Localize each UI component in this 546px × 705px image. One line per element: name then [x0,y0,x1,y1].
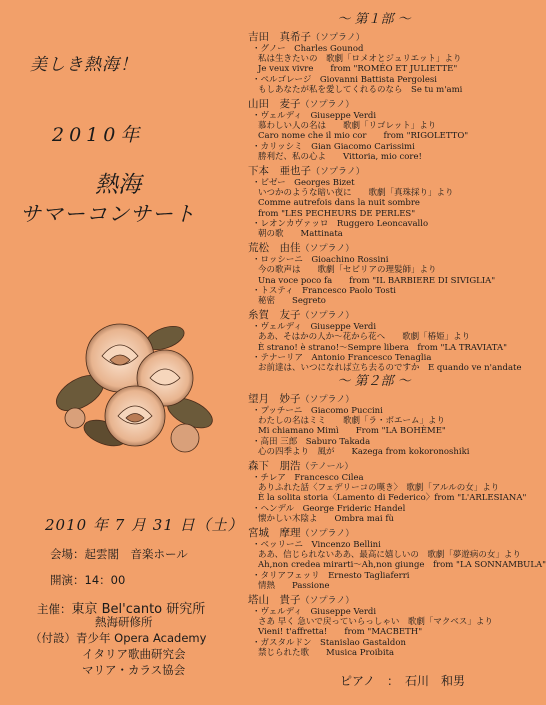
song-line: ああ、そはかの人か〜花から花へ 歌劇「椿姫」より [258,332,471,343]
song-line: Vieni! t'affretta! from "MACBETH" [258,627,423,638]
performer-block [248,460,527,524]
composer-line: ・ヴェルディ Giuseppe Verdi [252,607,377,618]
composer-line: ・トスティ Francesco Paolo Tosti [252,285,396,296]
composer-line: ・グノー Charles Gounod [252,44,364,54]
performer-heading [248,98,500,111]
performer-block [248,527,546,591]
organizer-name: 東京 Bel'canto 研究所 [71,602,206,617]
song-line: 勝利だ、私の心よ Vittoria, mio core! [258,151,422,162]
composer-line: ・高田 三郎 Saburo Takada [252,436,371,447]
song-line: いつかのような暗い夜に 歌劇「真珠採り」より [258,188,454,199]
composer-line: ・ヘンデル George Frideric Handel [252,503,406,514]
performer-heading [248,460,500,473]
start-time: 開演：14：00 [50,573,126,587]
voice-type: （ソプラノ） [311,167,365,178]
song-line: ああ、信じられないああ、最高に嬉しいの 歌劇「夢遊病の女」より [258,550,521,561]
performer-heading [248,242,500,255]
composer-line: ・ペルゴレージ Giovanni Battista Pergolesi [252,74,437,85]
tagline: 美しき熱海！ [30,55,138,75]
song-line: from "LES PECHEURS DE PERLES" [258,208,416,219]
song-line: もしあなたが私を愛してくれるのなら Se tu m'ami [258,84,463,95]
voice-type: （テノール） [300,462,354,473]
performer-name: 荒松 由佳 [248,242,301,255]
song-line: Mi chiamano Mimì From "LA BOHÈME" [258,426,446,437]
voice-type: （ソプラノ） [300,395,355,405]
organizer-label: 主催： [37,602,72,616]
song-line: ありふれた話〈フェデリーコの嘆き〉 歌劇「アルルの女」より [258,483,500,494]
voice-type: （ソプラノ） [300,311,355,322]
song-line: お前達は、いつになれば立ち去るのですか E quando ve n'andate [258,363,522,374]
performer-block [248,98,500,162]
song-line: わたしの名はミミ 歌劇「ラ・ボエーム」より [258,416,446,427]
performer-block [248,309,522,374]
song-line: È strano! è strano!〜Sempre libera from "LA TRAVIATA" [258,342,508,353]
composer-line: ・ヴェルディ Giuseppe Verdi [252,322,377,333]
composer-line: ・プッチーニ Giacomo Puccini [252,406,383,416]
performer-heading [248,165,500,178]
performer-name: 宮城 摩理 [248,527,301,540]
voice-type: （ソプラノ） [300,244,355,255]
performer-name: 吉田 真希子 [248,31,311,43]
performer-block [248,31,500,95]
part2-list [248,393,546,658]
performer-name: 糸賀 友子 [248,309,301,322]
affiliate-1: 青少年 Opera Academy [76,631,207,645]
part1-heading: 〜 第１部 〜 [337,12,411,27]
pianist-credit: ピアノ ： 石川 和男 [340,674,466,688]
composer-line: ・ガスタルドン Stanislao Gastaldon [252,637,406,648]
song-line: 朝の歌 Mattinata [258,229,343,240]
left-panel [0,0,244,705]
song-line: Caro nome che il mio cor from "RIGOLETTO" [258,131,469,142]
rose-illustration [50,298,220,458]
performer-heading [248,309,500,322]
composer-line: ・ロッシーニ Gioachino Rossini [252,255,389,266]
composer-line: ・チレア Francesco Cilea [252,473,364,484]
song-line: 今の歌声は 歌劇「セビリアの理髪師」より [258,265,437,276]
program-panel [248,0,546,705]
performer-name: 森下 朋浩 [248,460,301,473]
song-line: È la solita storia〈Lamento di Federico〉from "L'ARLESIANA" [258,493,527,504]
performer-block [248,242,500,306]
song-line: 秘密 Segreto [258,296,326,307]
voice-type: （ソプラノ） [300,596,355,607]
year-heading: 2010年 [52,124,145,146]
part1-list [248,31,522,374]
performer-heading [248,393,500,406]
performer-heading [248,594,500,607]
composer-line: ・カリッシミ Gian Giacomo Carissimi [252,141,415,152]
part2-section [248,374,546,658]
composer-line: ・ビゼー Georges Bizet [252,178,355,189]
title-line2: サマーコンサート [20,202,196,226]
affiliate-2: イタリア歌曲研究会 [82,647,186,661]
performer-heading [248,527,500,540]
voice-type: （ソプラノ） [300,100,355,111]
song-line: Je veux vivre from "ROMÉO ET JULIETTE" [258,64,458,75]
title-line1: 熱海 [95,172,141,198]
composer-line: ・タリアフェッリ Ernesto Tagliaferri [252,570,410,581]
song-line: Comme autrefois dans la nuit sombre [258,198,420,209]
performer-block [248,393,500,457]
affiliate-3: マリア・カラス協会 [82,663,186,677]
venue: 会場：起雲閣 音楽ホール [50,547,188,561]
song-line: 禁じられた歌 Musica Proibita [258,647,395,658]
performer-name: 下本 亜也子 [248,165,311,178]
composer-line: ・ベッリーニ Vincenzo Bellini [252,540,381,551]
composer-line: ・レオンカヴァッロ Ruggero Leoncavallo [252,218,429,229]
song-line: Ah,non credea mirarti〜Ah,non giunge from "LA SONNAMBULA" [258,560,546,571]
affiliates-row [30,630,206,646]
performer-block [248,594,500,658]
song-line: Una voce poco fa from "IL BARBIERE DI SIVIGLIA" [258,275,496,286]
performer-name: 望月 妙子 [248,393,301,405]
performer-name: 塔山 貴子 [248,594,301,607]
performer-heading [248,31,500,44]
song-line: 情熱 Passione [258,580,330,591]
song-line: 慕わしい人の名は 歌劇「リゴレット」より [258,121,437,132]
concert-date: 2010 年 7 月 31 日（土） [45,516,244,534]
composer-line: ・ヴェルディ Giuseppe Verdi [252,111,377,122]
part2-heading: 〜 第２部 〜 [337,374,411,389]
voice-type: （ソプラノ） [300,529,355,540]
performer-name: 山田 麦子 [248,98,301,111]
voice-type: （ソプラノ） [311,33,365,43]
performer-block [248,165,500,239]
organizer-branch: 熱海研修所 [95,615,153,629]
song-line: 心の四季より 風が Kazega from kokoronoshiki [258,446,470,457]
song-line: 懐かしい木陰よ Ombra mai fù [258,513,394,524]
composer-line: ・テナーリア Antonio Francesco Tenaglia [252,352,432,363]
song-line: さあ 早く 急いで戻っていらっしゃい 歌劇「マクベス」より [258,617,493,628]
song-line: 私は生きたいの 歌劇「ロメオとジュリエット」より [258,54,462,65]
part1-section [248,12,522,374]
affiliates-label: （付設） [30,631,76,645]
